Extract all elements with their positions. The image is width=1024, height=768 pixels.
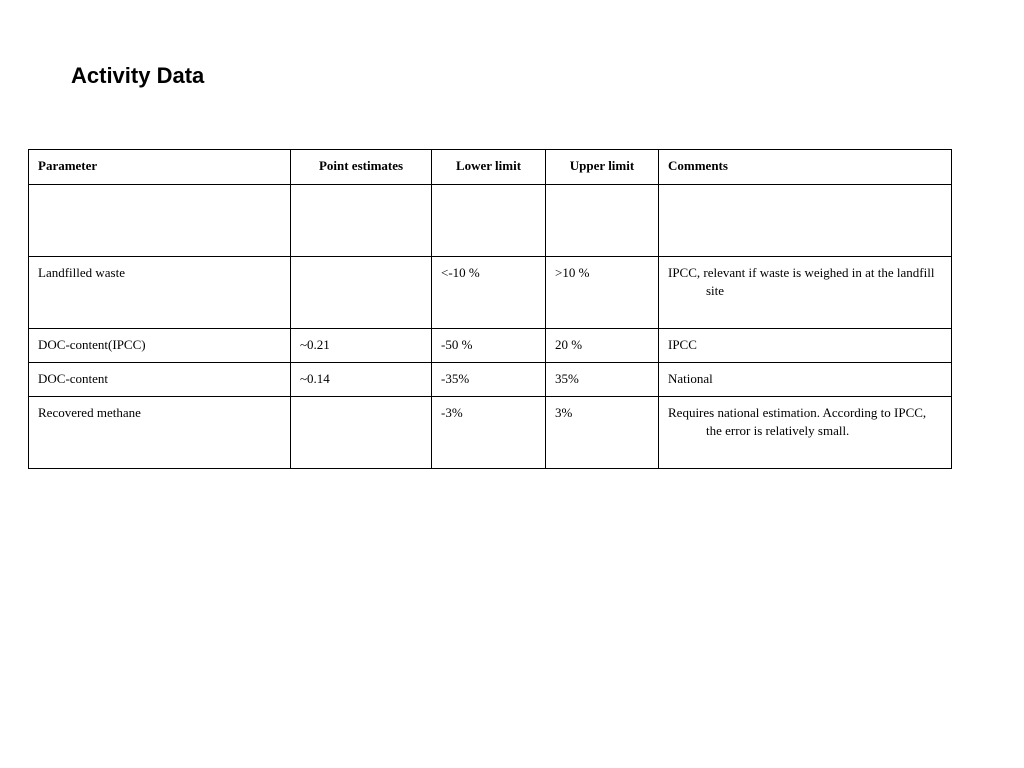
comment-text: IPCC [668, 337, 697, 352]
table-header-row [29, 150, 952, 185]
table-row [29, 185, 952, 257]
cell-parameter [29, 185, 291, 257]
column-header-comments: Comments [659, 150, 952, 185]
cell-lower-limit [432, 185, 546, 257]
cell-comments [659, 397, 952, 469]
table-row [29, 397, 952, 469]
cell-comments [659, 329, 952, 363]
cell-lower-limit: -50 % [432, 329, 546, 363]
cell-upper-limit: 35% [546, 363, 659, 397]
cell-upper-limit: 20 % [546, 329, 659, 363]
cell-point-estimate [291, 397, 432, 469]
cell-comments [659, 363, 952, 397]
cell-comments [659, 185, 952, 257]
column-header-parameter: Parameter [29, 150, 291, 185]
cell-lower-limit: <-10 % [432, 257, 546, 329]
table-row [29, 363, 952, 397]
comment-text: Requires national estimation. According to IPCC, the error is relatively small. [668, 405, 927, 438]
comment-text: IPCC, relevant if waste is weighed in at the landfill site [668, 265, 935, 298]
table-row [29, 257, 952, 329]
activity-data-table [28, 149, 952, 469]
cell-upper-limit: 3% [546, 397, 659, 469]
comment-text: National [668, 371, 713, 386]
cell-parameter: Recovered methane [29, 397, 291, 469]
table-row [29, 329, 952, 363]
cell-parameter: DOC-content(IPCC) [29, 329, 291, 363]
cell-parameter: Landfilled waste [29, 257, 291, 329]
page-title: Activity Data [71, 63, 205, 88]
cell-comments [659, 257, 952, 329]
column-header-lower-limit: Lower limit [432, 150, 546, 185]
cell-lower-limit: -3% [432, 397, 546, 469]
cell-upper-limit [546, 185, 659, 257]
cell-parameter: DOC-content [29, 363, 291, 397]
cell-upper-limit: >10 % [546, 257, 659, 329]
cell-point-estimate: ~0.21 [291, 329, 432, 363]
column-header-upper-limit: Upper limit [546, 150, 659, 185]
cell-point-estimate [291, 185, 432, 257]
cell-lower-limit: -35% [432, 363, 546, 397]
cell-point-estimate: ~0.14 [291, 363, 432, 397]
cell-point-estimate [291, 257, 432, 329]
column-header-point-estimates: Point estimates [291, 150, 432, 185]
